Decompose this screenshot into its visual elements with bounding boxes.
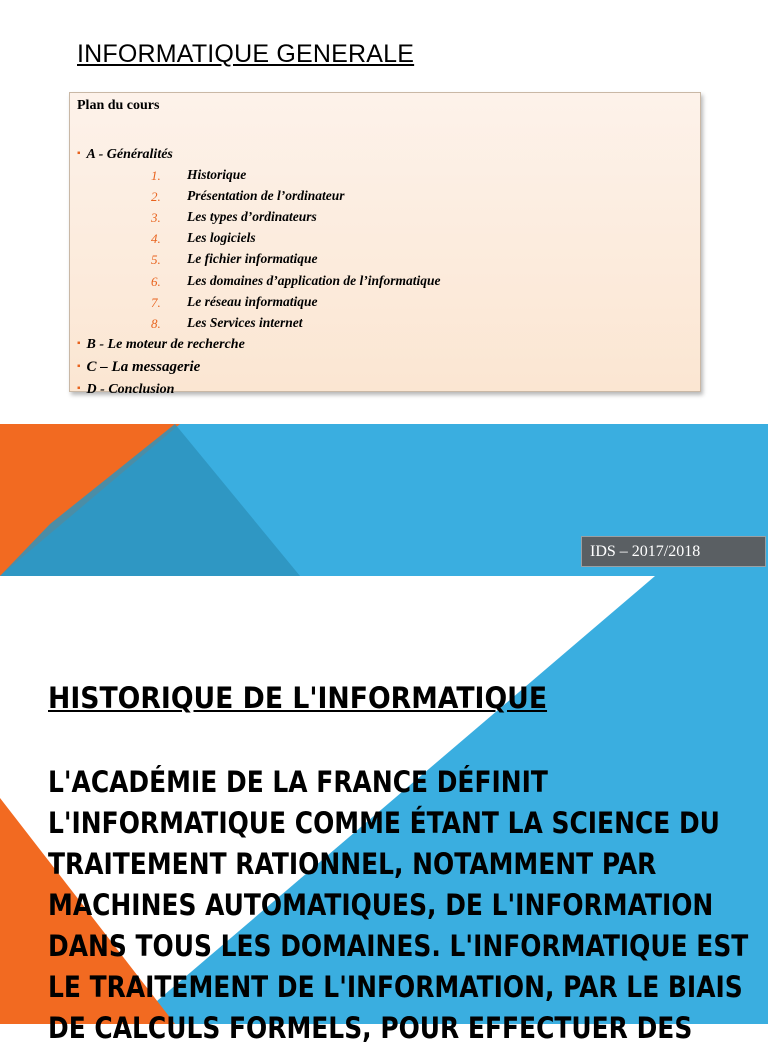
subitem-number: 2. [151, 189, 161, 204]
body-line: MACHINES AUTOMATIQUES, DE L'INFORMATION [48, 888, 714, 922]
subitem-number: 3. [151, 210, 161, 225]
subitem-label: Les Services internet [187, 315, 303, 330]
plan-section-c [77, 359, 200, 376]
body-line: L'ACADÉMIE DE LA FRANCE DÉFINIT [48, 765, 548, 799]
slide-1 [0, 0, 768, 424]
subitem-number: 4. [151, 231, 161, 246]
plan-section-a [77, 147, 173, 163]
plan-section-label: B - Le moteur de recherche [86, 337, 245, 352]
subitem-label: Les types d’ordinateurs [187, 209, 317, 224]
body-line: DE CALCULS FORMELS, POUR EFFECTUER DES [48, 1011, 693, 1045]
subitem-number: 7. [151, 295, 161, 310]
subitem-number: 6. [151, 274, 161, 289]
plan-section-label: C – La messagerie [86, 359, 201, 375]
square-bullet-icon: ▪ [77, 148, 81, 159]
footer-date-label: IDS – 2017/2018 [581, 536, 766, 567]
subitem-number: 8. [151, 316, 161, 331]
subitem-label: Les domaines d’application de l’informatique [187, 273, 441, 288]
slide-2 [0, 576, 768, 1045]
square-bullet-icon: ▪ [77, 338, 81, 349]
subitem-number: 1. [151, 168, 161, 183]
plan-section-d [77, 382, 174, 398]
course-plan-box [69, 92, 701, 397]
plan-section-b [77, 337, 245, 353]
slide-2-heading: HISTORIQUE DE L'INFORMATIQUE [48, 681, 548, 715]
plan-section-label: D - Conclusion [86, 382, 175, 397]
subitem-label: Le réseau informatique [187, 294, 318, 309]
body-line: L'INFORMATIQUE COMME ÉTANT LA SCIENCE DU [48, 806, 720, 840]
plan-section-label: A - Généralités [86, 147, 173, 162]
subitem-number: 5. [151, 252, 161, 267]
square-bullet-icon: ▪ [77, 383, 81, 394]
subitem-label: Les logiciels [187, 230, 256, 245]
square-bullet-icon: ▪ [77, 361, 81, 372]
plan-heading: Plan du cours [77, 98, 160, 113]
slide-1-title: INFORMATIQUE GENERALE [77, 40, 415, 68]
body-line: TRAITEMENT RATIONNEL, NOTAMMENT PAR [48, 847, 657, 881]
body-line: DANS TOUS LES DOMAINES. L'INFORMATIQUE EST [48, 929, 749, 963]
subitem-label: Présentation de l’ordinateur [187, 188, 345, 203]
subitem-label: Historique [187, 167, 247, 182]
subitem-label: Le fichier informatique [187, 251, 318, 266]
slide-2-body [48, 762, 749, 1049]
body-line: LE TRAITEMENT DE L'INFORMATION, PAR LE BIAIS [48, 970, 743, 1004]
